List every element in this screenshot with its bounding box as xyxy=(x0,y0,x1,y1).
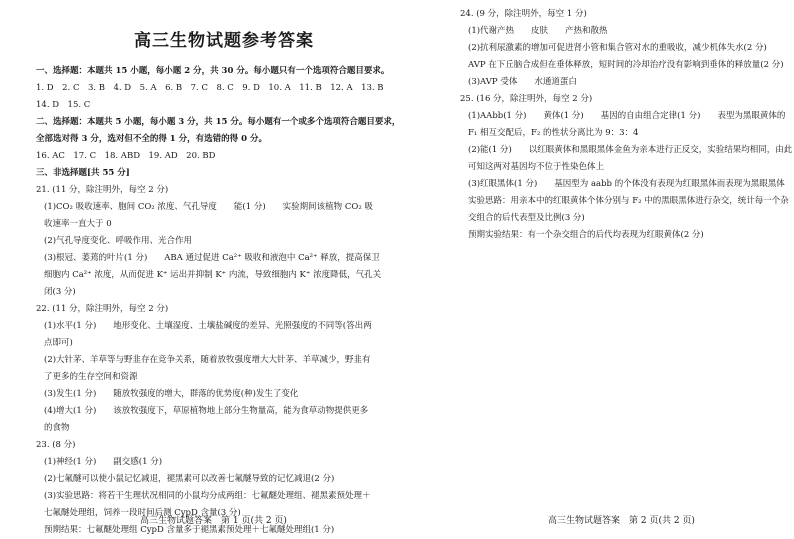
answer-line: (2)能(1 分) 以红眼黄体和黑眼黑体金鱼为亲本进行正反交，实验结果均相同，由此 xyxy=(468,145,793,155)
answer-page-2 xyxy=(420,0,794,532)
answer-line: 交组合的后代表型及比例(3 分) xyxy=(468,213,585,223)
answer-line: 21. (11 分，除注明外，每空 2 分) xyxy=(36,185,169,195)
answer-line: (1)水平(1 分) 地形变化、土壤湿度、土壤盐碱度的差异、光照强度的不同等(答出两 xyxy=(44,321,372,331)
answer-line: (2)气孔导度变化、呼吸作用、光合作用 xyxy=(44,236,193,246)
answer-line: 预期结果：七氟醚处理组 CypD 含量多于褪黑素预处理＋七氟醚处理组(1 分) xyxy=(44,525,335,535)
answer-line: 了更多的生存空间和资源 xyxy=(44,372,138,382)
answer-line: (3)AVP 受体 水通道蛋白 xyxy=(468,77,577,87)
page-title: 高三生物试题参考答案 xyxy=(134,31,314,51)
answer-line: 16. AC 17. C 18. ABD 19. AD 20. BD xyxy=(36,151,216,161)
answer-line: 的食物 xyxy=(44,423,70,433)
page-1-body xyxy=(36,63,412,539)
answer-line: 1. D 2. C 3. B 4. D 5. A 6. B 7. C 8. C 9. D 10. A 11. B 12. A 13. B xyxy=(36,83,384,93)
answer-line: (3)实验思路：将若干生理状况相同的小鼠均分成两组：七氟醚处理组、褪黑素预处理＋ xyxy=(44,491,371,501)
answer-line: 22. (11 分，除注明外，每空 2 分) xyxy=(36,304,169,314)
answer-line: (4)增大(1 分) 该放牧强度下，草原植物地上部分生物量高，能为食草动物提供更多 xyxy=(44,406,369,416)
page-2-footer: 高三生物试题答案 第 2 页(共 2 页) xyxy=(548,516,695,526)
answer-line: (3)发生(1 分) 随放牧强度的增大，群落的优势度(种)发生了变化 xyxy=(44,389,299,399)
answer-line: 全部选对得 3 分，选对但不全的得 1 分，有选错的得 0 分。 xyxy=(36,134,268,144)
answer-line: AVP 在下丘脑合成但在垂体释放，短时间的冷却治疗没有影响到垂体的释放量(2 分) xyxy=(468,60,784,70)
answer-line: (3)根冠、萎蔫的叶片(1 分) ABA 通过促进 Ca²⁺ 吸收和液泡中 Ca²⁺ 释放，提高保卫 xyxy=(44,253,380,263)
answer-line: 实验思路：用亲本中的红眼黄体个体分别与 F₂ 中的黑眼黑体进行杂交，统计每一个杂 xyxy=(468,196,789,206)
answer-line: 点即可) xyxy=(44,338,73,348)
answer-line: 24. (9 分，除注明外，每空 1 分) xyxy=(460,9,587,19)
answer-line: 七氟醚处理组，饲养一段时间后测 CypD 含量(3 分) xyxy=(44,508,241,518)
answer-line: (1)代谢产热 皮肤 产热和散热 xyxy=(468,26,608,36)
answer-line: 预期实验结果：有一个杂交组合的后代均表现为红眼黄体(2 分) xyxy=(468,230,704,240)
answer-line: (1)神经(1 分) 副交感(1 分) xyxy=(44,457,163,467)
answer-line: 二、选择题：本题共 5 小题，每小题 3 分，共 15 分。每小题有一个或多个选项符合题目要求， xyxy=(36,117,401,127)
answer-line: 14. D 15. C xyxy=(36,100,91,110)
page-1-footer: 高三生物试题答案 第 1 页(共 2 页) xyxy=(140,516,287,526)
answer-line: F₁ 相互交配后，F₂ 的性状分离比为 9：3：4 xyxy=(468,128,639,138)
answer-line: (2)抗利尿激素的增加可促进肾小管和集合管对水的重吸收，减少机体失水(2 分) xyxy=(468,43,767,53)
answer-line: 25. (16 分，除注明外，每空 2 分) xyxy=(460,94,593,104)
answer-line: 收速率一直大于 0 xyxy=(44,219,112,229)
answer-line: (2)七氟醚可以使小鼠记忆减退，褪黑素可以改善七氟醚导致的记忆减退(2 分) xyxy=(44,474,335,484)
answer-line: 闭(3 分) xyxy=(44,287,76,297)
answer-line: (3)红眼黑体(1 分) 基因型为 aabb 的个体没有表现为红眼黑体而表现为黑眼黑体 xyxy=(468,179,785,189)
answer-line: (1)AAbb(1 分) 黄体(1 分) 基因的自由组合定律(1 分) 表型为黑眼黄体的 xyxy=(468,111,786,121)
answer-line: (1)CO₂ 吸收速率、胞间 CO₂ 浓度、气孔导度 能(1 分) 实验期间该植物 CO₂ 吸 xyxy=(44,202,373,212)
page-2-body xyxy=(460,6,793,244)
answer-line: 细胞内 Ca²⁺ 浓度，从而促进 K⁺ 运出并抑制 K⁺ 内流，导致细胞内 K⁺ 浓度降低，气孔关 xyxy=(44,270,382,280)
answer-line: (2)大针茅、羊草等与野韭存在竞争关系，随着放牧强度增大大针茅、羊草减少，野韭有 xyxy=(44,355,371,365)
answer-line: 23. (8 分) xyxy=(36,440,76,450)
answer-line: 三、非选择题[共 55 分] xyxy=(36,168,130,178)
answer-line: 可知这两对基因均不位于性染色体上 xyxy=(468,162,605,172)
answer-line: 一、选择题：本题共 15 小题，每小题 2 分，共 30 分。每小题只有一个选项符合题目要求。 xyxy=(36,66,390,76)
